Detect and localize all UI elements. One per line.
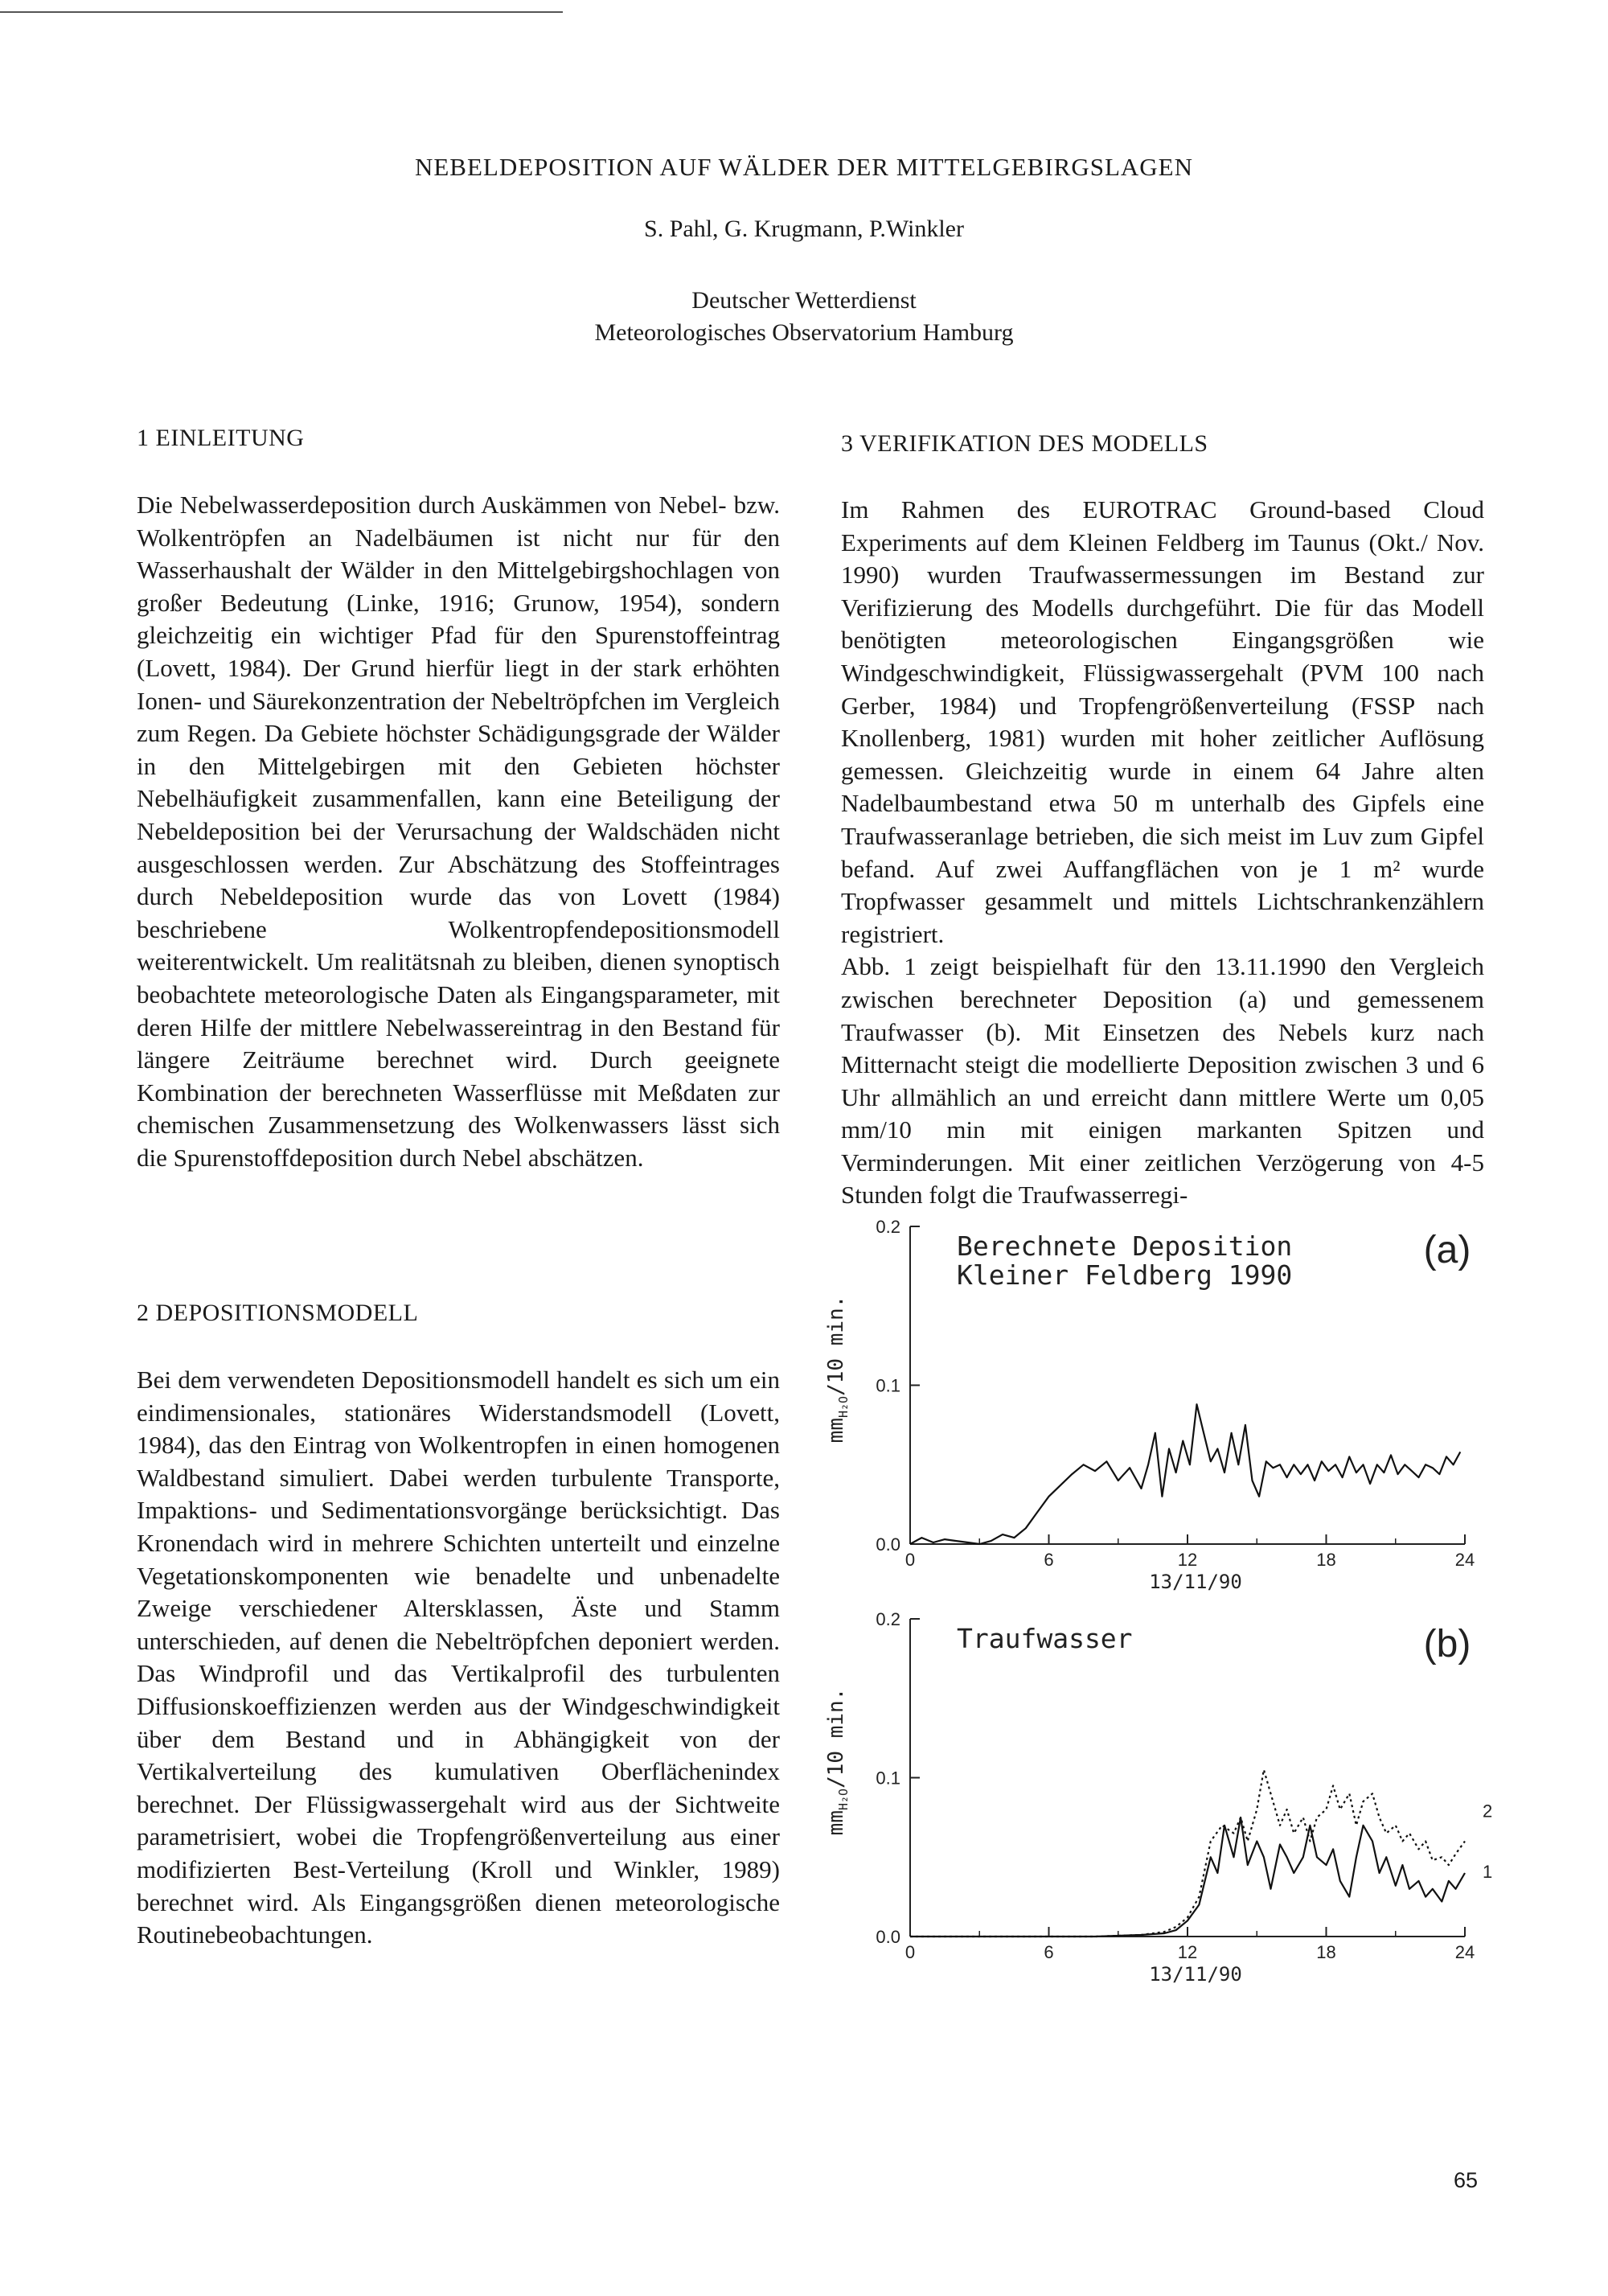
chart-panel-b: [824, 1609, 1492, 1986]
x-axis-label: 13/11/90: [1149, 1571, 1242, 1593]
panel-label: (a): [1423, 1229, 1471, 1271]
x-axis-label: 13/11/90: [1149, 1963, 1242, 1986]
section-1-heading: 1 EINLEITUNG: [137, 425, 305, 451]
series-line-1: [910, 1817, 1465, 1937]
y-axis-label-rest: /10 min.: [824, 1687, 848, 1789]
y-tick-label: 0.0: [876, 1534, 900, 1555]
chart-title-line: Berechnete Deposition: [957, 1230, 1293, 1262]
x-tick-label: 6: [1044, 1942, 1054, 1962]
x-tick-label: 6: [1044, 1550, 1054, 1570]
x-tick-label: 0: [904, 1550, 916, 1570]
authors: S. Pahl, G. Krugmann, P.Winkler: [644, 216, 964, 242]
y-axis-label: [824, 1296, 851, 1444]
section-2-body: [137, 1364, 780, 1952]
affiliation: [0, 285, 1608, 349]
y-tick-label: 0.2: [876, 1217, 900, 1237]
chart-title-line: Kleiner Feldberg 1990: [957, 1259, 1293, 1291]
section-3-paragraph-1: Im Rahmen des EUROTRAC Ground-based Cloud Experiments auf dem Kleinen Feldberg im Taunus (Okt./ Nov. 1990) wurden Traufwassermessungen im Bestand zur Verifizierung des Modells durchgeführt. Die für das Modell benötigten meteorologischen Eingangsgrößen wie Windgeschwindigkeit, Flüssigwassergehalt (PVM 100 nach Gerber, 1984) und Tropfengrößenverteilung (FSSP nach Knollenberg, 1981) wurden mit hoher zeitlicher Auflösung gemessen. Gleichzeitig wurde in einem 64 Jahre alten Nadelbaumbestand etwa 50 m unterhalb des Gipfels eine Traufwasseranlage betrieben, die sich meist im Luv zum Gipfel befand. Auf zwei Auffangflächen von je 1 m² wurde Tropfwasser gesammelt und mittels Lichtschrankenzählern registriert.: [841, 495, 1484, 948]
series-line-2: [910, 1770, 1465, 1937]
x-tick-label: 12: [1177, 1942, 1198, 1962]
section-2-paragraph: Bei dem verwendeten Depositionsmodell handelt es sich um ein eindimensionales, stationäres Widerstandsmodell (Lovett, 1984), das den Eintrag von Wolkentropfen in einen homogenen Waldbestand simuliert. Dabei werden turbulente Transporte, Impaktions- und Sedimentationsvorgänge berücksichtigt. Das Kronendach wird in mehrere Schichten unterteilt und einzelne Vegetationskomponenten wie benadelte und unbenadelte Zweige verschiedener Altersklassen, Äste und Stamm unterschieden, auf denen die Nebeltröpfchen deponiert werden. Das Windprofil und das Vertikalprofil des turbulenten Diffusionskoeffizienzen werden aus der Windgeschwindigkeit über dem Bestand und in Abhängigkeit von der Vertikalverteilung des kumulativen Oberflächenindex berechnet. Der Flüssigwassergehalt wird aus der Sichtweite parametrisiert, wobei die Tropfengrößenverteilung aus einer modifizierten Best-Verteilung (Kroll und Winkler, 1989) berechnet wird. Als Eingangsgrößen dienen meteorologische Routinebeobachtungen.: [137, 1366, 780, 1949]
y-tick-label: 0.1: [876, 1375, 900, 1396]
top-rule: [0, 11, 563, 13]
chart-panel-a: [824, 1217, 1475, 1593]
y-tick-label: 0.1: [876, 1768, 900, 1789]
affiliation-line-2: Meteorologisches Observatorium Hamburg: [594, 319, 1014, 346]
y-axis-label-sub: H₂O: [836, 1395, 851, 1419]
affiliation-line-1: Deutscher Wetterdienst: [691, 287, 917, 314]
section-3-heading: 3 VERIFIKATION DES MODELLS: [841, 430, 1208, 457]
section-3-paragraph-2: Abb. 1 zeigt beispielhaft für den 13.11.1990 den Vergleich zwischen berechneter Deposition (a) und gemessenem Traufwasser (b). Mit Einsetzen des Nebels kurz nach Mitternacht steigt die modellierte Deposition zwischen 3 und 6 Uhr allmählich an und erreicht dann mittlere Werte um 0,05 mm/10 min mit einigen markanten Spitzen und Verminderungen. Mit einer zeitlichen Verzögerung von 4-5 Stunden folgt die Traufwasserregi-: [841, 952, 1484, 1210]
figure-1: [804, 1210, 1528, 2039]
panel-label: (b): [1423, 1623, 1471, 1666]
page-number: 65: [1454, 2168, 1479, 2192]
y-axis-label-main: mm: [824, 1418, 848, 1444]
x-tick-label: 24: [1454, 1550, 1475, 1570]
series-label: 2: [1483, 1801, 1493, 1822]
x-tick-label: 24: [1454, 1942, 1475, 1962]
y-tick-label: 0.0: [876, 1927, 900, 1947]
series-line-berechnete-deposition: [910, 1404, 1460, 1544]
x-tick-label: 0: [904, 1942, 916, 1962]
section-3-body: [841, 494, 1484, 1212]
x-tick-label: 12: [1177, 1550, 1198, 1570]
y-tick-label: 0.2: [876, 1609, 900, 1629]
y-axis-label-sub: H₂O: [836, 1788, 851, 1811]
y-axis-label-main: mm: [824, 1810, 848, 1836]
section-1-paragraph: Die Nebelwasserdeposition durch Auskämmen von Nebel- bzw. Wolkentröpfen an Nadelbäumen ist nicht nur für den Wasserhaushalt der Wälder in den Mittelgebirgshochlagen von großer Bedeutung (Linke, 1916; Grunow, 1954), sondern gleichzeitig ein wichtiger Pfad für den Spurenstoffeintrag (Lovett, 1984). Der Grund hierfür liegt in der stark erhöhten Ionen- und Säurekonzentration der Nebeltröpfchen im Vergleich zum Regen. Da Gebiete höchster Schädigungsgrade der Wälder in den Mittelgebirgen mit den Gebieten höchster Nebelhäufigkeit zusammenfallen, kann eine Beteiligung der Nebeldeposition bei der Verursachung der Waldschäden nicht ausgeschlossen werden. Zur Abschätzung des Stoffeintrages durch Nebeldeposition wurde das von Lovett (1984) beschriebene Wolkentropfendepositionsmodell weiterentwickelt. Um realitätsnah zu bleiben, dienen synoptisch beobachtete meteorologische Daten als Eingangsparameter, mit deren Hilfe der mittlere Nebelwassereintrag in den Bestand für längere Zeiträume berechnet wird. Durch geeignete Kombination der berechneten Wasserflüsse mit Meßdaten zur chemischen Zusammensetzung des Wolkenwassers lässt sich die Spurenstoffdeposition durch Nebel abschätzen.: [137, 491, 780, 1172]
chart-title-line: Traufwasser: [957, 1623, 1133, 1654]
x-tick-label: 18: [1316, 1942, 1336, 1962]
y-axis-label: [824, 1688, 851, 1836]
paper-title: NEBELDEPOSITION AUF WÄLDER DER MITTELGEBIRGSLAGEN: [414, 153, 1194, 181]
section-1-body: [137, 489, 780, 1174]
section-2-heading: 2 DEPOSITIONSMODELL: [137, 1300, 419, 1326]
x-tick-label: 18: [1316, 1550, 1336, 1570]
y-axis-label-rest: /10 min.: [824, 1295, 848, 1396]
series-label: 1: [1483, 1862, 1493, 1882]
